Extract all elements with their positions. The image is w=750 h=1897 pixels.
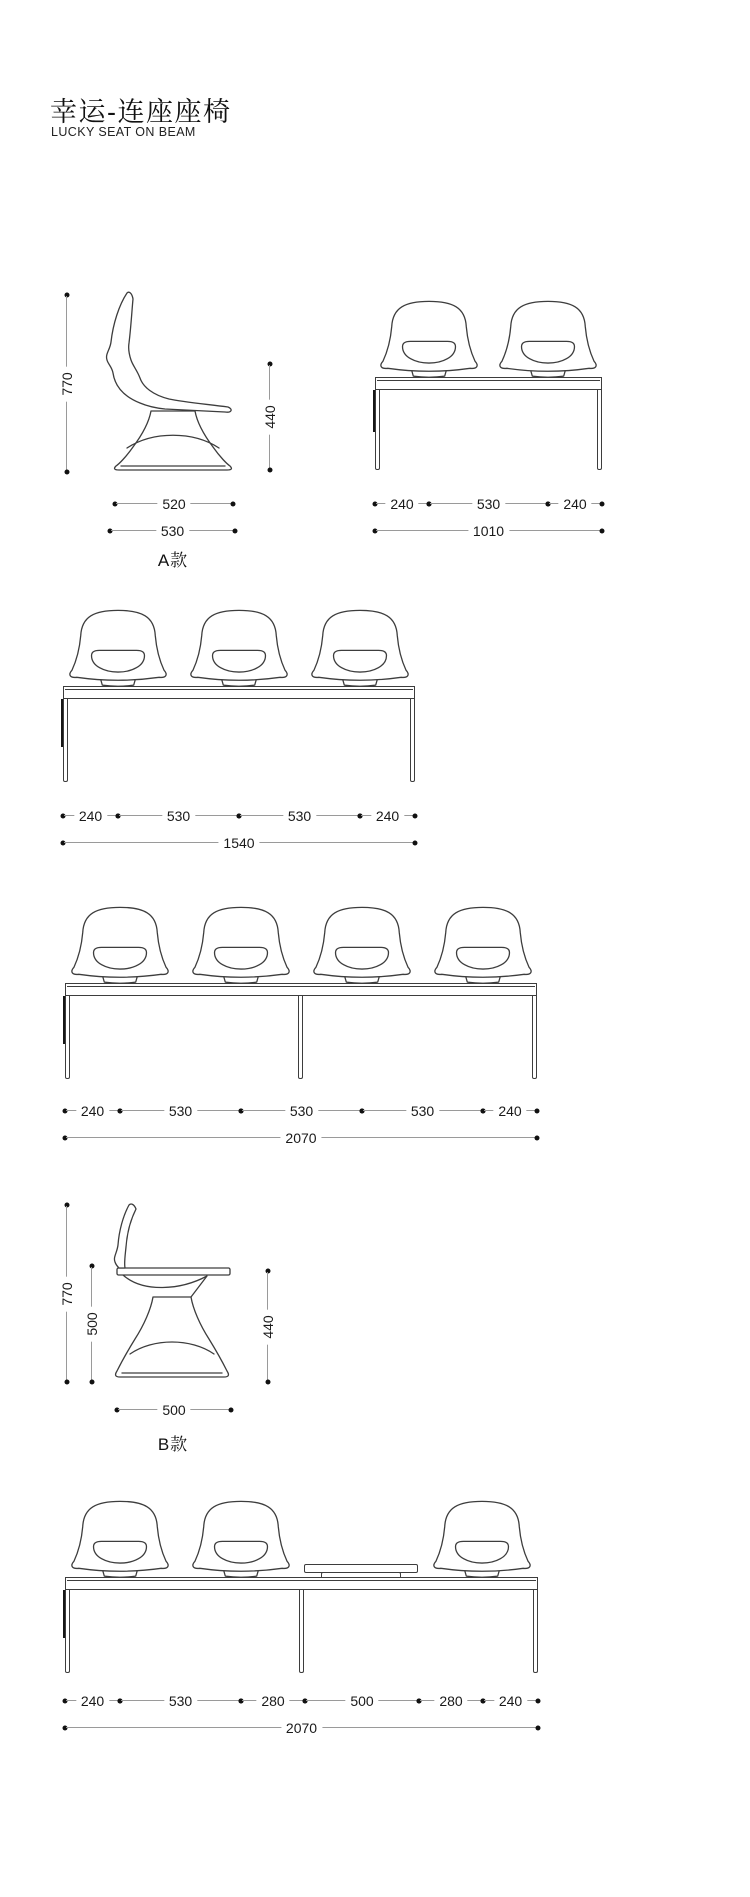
dim-dot: [413, 841, 418, 846]
chair-b-side-view: [95, 1203, 235, 1381]
dim-dot: [413, 814, 418, 819]
dim-dot: [64, 470, 69, 475]
dim-dot: [600, 502, 605, 507]
chair-backrest: [114, 1204, 136, 1268]
dim-dot: [64, 1380, 69, 1385]
dim-dot: [535, 1109, 540, 1114]
dim-base-width-a: [110, 525, 235, 537]
dim-overall-height-a: [61, 295, 73, 472]
dim-label: 240: [385, 497, 418, 511]
seat-front-view: [311, 903, 413, 983]
dim-segment: [118, 810, 239, 822]
dim-segment: [548, 498, 602, 510]
dim-total: [375, 525, 602, 537]
beam-leg: [65, 996, 70, 1079]
dim-label: 530: [156, 524, 189, 538]
chair-tablet: [117, 1268, 230, 1275]
dim-seat-height-a: [264, 364, 276, 470]
dim-total: [65, 1722, 538, 1734]
dim-label: 770: [60, 366, 74, 401]
dim-segment: [360, 810, 415, 822]
dim-dot: [536, 1726, 541, 1731]
dim-dot: [89, 1380, 94, 1385]
chair-a-side-view: [95, 291, 235, 473]
page-title: 幸运-连座座椅: [50, 97, 232, 127]
dim-segment: [63, 810, 118, 822]
beam: [375, 377, 602, 390]
dim-segment: [419, 1695, 483, 1707]
dim-base-width-b: [117, 1404, 231, 1416]
dim-segment: [362, 1105, 483, 1117]
dim-segment: [239, 810, 360, 822]
variant-a-label: A款: [157, 551, 189, 570]
dim-dot: [267, 468, 272, 473]
seat-front-view: [69, 903, 171, 983]
dim-label: 240: [74, 809, 107, 823]
seat-front-view: [309, 606, 411, 686]
dim-segment: [305, 1695, 419, 1707]
dim-label: 2070: [280, 1131, 321, 1145]
dim-dot: [536, 1699, 541, 1704]
dim-total: [65, 1132, 537, 1144]
dim-label: 500: [157, 1403, 190, 1417]
dim-seat-height-b: [262, 1271, 274, 1382]
dim-seat-depth-a: [115, 498, 233, 510]
dim-label: 440: [261, 1309, 275, 1344]
dim-label: 530: [406, 1104, 439, 1118]
dim-dot: [233, 529, 238, 534]
dim-label: 2070: [281, 1721, 322, 1735]
dim-overall-height-b: [61, 1205, 73, 1382]
dim-total: [63, 837, 415, 849]
chair-shell-side: [107, 292, 232, 412]
dim-label: 280: [434, 1694, 467, 1708]
chair-seat-dish: [123, 1275, 207, 1297]
beam: [65, 983, 537, 996]
dim-segment: [241, 1695, 305, 1707]
seat-front-view: [67, 606, 169, 686]
dim-label: 240: [558, 497, 591, 511]
beam-leg: [63, 699, 68, 782]
dim-label: 280: [256, 1694, 289, 1708]
dim-label: 530: [283, 809, 316, 823]
variant-b-label: B款: [157, 1435, 189, 1454]
seat-front-view: [431, 1497, 533, 1577]
four-seat-unit-drawing: [65, 903, 537, 1079]
dim-label: 770: [60, 1276, 74, 1311]
seat-front-view: [188, 606, 290, 686]
chair-base-cone: [116, 1297, 229, 1377]
dim-label: 530: [162, 809, 195, 823]
beam-leg: [533, 1590, 538, 1673]
dim-label: 520: [157, 497, 190, 511]
dim-segment: [429, 498, 548, 510]
seat-front-view: [432, 903, 534, 983]
dim-label: 240: [76, 1104, 109, 1118]
dim-label: 500: [345, 1694, 378, 1708]
dim-label: 440: [263, 399, 277, 434]
seat-front-view: [69, 1497, 171, 1577]
dim-label: 1010: [468, 524, 509, 538]
dim-segment: [65, 1105, 120, 1117]
table-top: [304, 1564, 418, 1573]
seat-front-view: [497, 297, 599, 377]
dim-label: 530: [164, 1104, 197, 1118]
dim-segment: [65, 1695, 120, 1707]
beam: [65, 1577, 538, 1590]
dim-segment: [483, 1695, 538, 1707]
dim-label: 530: [285, 1104, 318, 1118]
dim-segment: [241, 1105, 362, 1117]
beam-leg: [299, 1590, 304, 1673]
dim-label: 1540: [218, 836, 259, 850]
dim-dot: [600, 529, 605, 534]
dim-label: 500: [85, 1306, 99, 1341]
dim-dot: [231, 502, 236, 507]
page-subtitle: LUCKY SEAT ON BEAM: [51, 125, 196, 139]
beam-leg: [375, 390, 380, 470]
beam: [63, 686, 415, 699]
three-seat-unit-drawing: [63, 606, 415, 782]
table-unit-drawing: [65, 1497, 538, 1673]
dim-segment: [483, 1105, 537, 1117]
seat-front-view: [378, 297, 480, 377]
dim-dot: [265, 1380, 270, 1385]
beam-leg: [410, 699, 415, 782]
dim-label: 240: [371, 809, 404, 823]
dim-segment: [375, 498, 429, 510]
dim-label: 240: [493, 1104, 526, 1118]
seat-front-view: [190, 903, 292, 983]
dim-segment: [120, 1105, 241, 1117]
beam-leg: [597, 390, 602, 470]
dim-dot: [535, 1136, 540, 1141]
beam-leg: [532, 996, 537, 1079]
two-seat-unit-drawing: [375, 297, 602, 473]
beam-leg: [298, 996, 303, 1079]
dim-label: 240: [494, 1694, 527, 1708]
dim-label: 530: [472, 497, 505, 511]
dim-label: 240: [76, 1694, 109, 1708]
chair-base-cone: [115, 411, 232, 470]
beam-leg: [65, 1590, 70, 1673]
dim-label: 530: [164, 1694, 197, 1708]
seat-front-view: [190, 1497, 292, 1577]
dim-segment: [120, 1695, 241, 1707]
dim-dot: [229, 1408, 234, 1413]
